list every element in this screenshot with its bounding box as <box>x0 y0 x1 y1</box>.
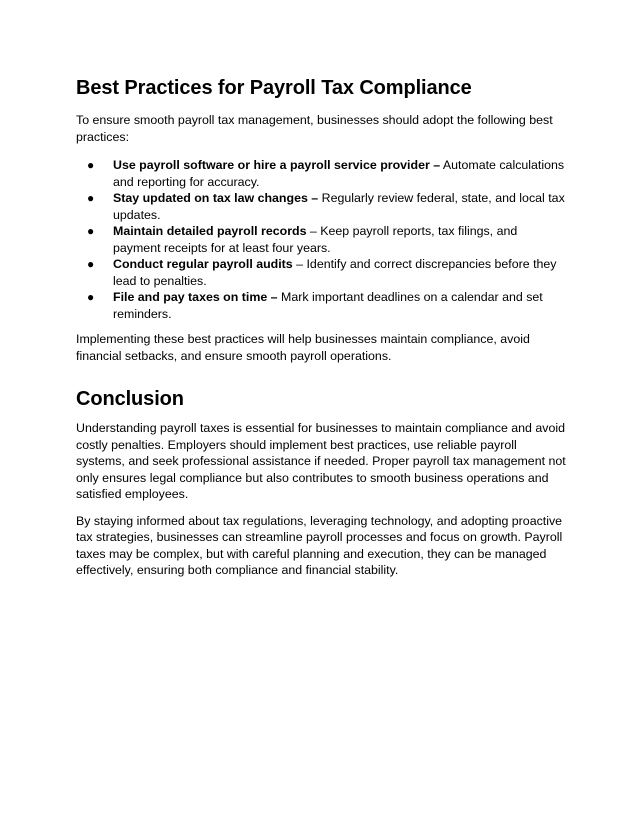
list-item-text: Automate calculations and reporting for accuracy. <box>113 158 565 189</box>
bullet-icon: ● <box>87 224 95 238</box>
list-item-title: File and pay taxes on time – <box>113 290 278 304</box>
bullet-icon: ● <box>87 257 95 271</box>
list-item-title: Stay updated on tax law changes – <box>113 191 319 205</box>
bullet-icon: ● <box>87 158 95 172</box>
list-item <box>76 289 566 322</box>
section-heading-best-practices: Best Practices for Payroll Tax Compliance <box>76 77 472 99</box>
conclusion-paragraph-2: By staying informed about tax regulations, leveraging technology, and adopting proactive tax strategies, businesses can streamline payroll processes and focus on growth. Payroll taxes may be complex, but with careful planning and execution, they can be managed effectively, ensuring both compliance and financial stability. <box>76 513 563 577</box>
list-item <box>76 256 566 289</box>
list-item-title: Use payroll software or hire a payroll service provider – <box>113 158 441 172</box>
intro-paragraph: To ensure smooth payroll tax management, businesses should adopt the following best practices: <box>76 113 553 144</box>
list-item-text: – Identify and correct discrepancies before they lead to penalties. <box>113 257 557 288</box>
list-item <box>76 223 566 256</box>
list-item-text: Mark important deadlines on a calendar and set reminders. <box>113 290 543 321</box>
list-item <box>76 190 566 223</box>
conclusion-paragraph-1: Understanding payroll taxes is essential for businesses to maintain compliance and avoid costly penalties. Employers should implement best practices, use reliable payroll systems, and seek professional assistance if needed. Proper payroll tax management not only ensures legal compliance but also contributes to smooth business operations and satisfied employees. <box>76 421 566 501</box>
section-heading-conclusion: Conclusion <box>76 388 184 410</box>
best-practices-list <box>76 157 566 322</box>
closing-paragraph: Implementing these best practices will help businesses maintain compliance, avoid financial setbacks, and ensure smooth payroll operations. <box>76 332 530 363</box>
bullet-icon: ● <box>87 290 95 304</box>
document-body <box>76 76 566 579</box>
list-item <box>76 157 566 190</box>
list-item-title: Maintain detailed payroll records <box>113 224 307 238</box>
bullet-icon: ● <box>87 191 95 205</box>
list-item-text: Regularly review federal, state, and local tax updates. <box>113 191 565 222</box>
list-item-text: – Keep payroll reports, tax filings, and payment receipts for at least four years. <box>113 224 518 255</box>
list-item-title: Conduct regular payroll audits <box>113 257 293 271</box>
